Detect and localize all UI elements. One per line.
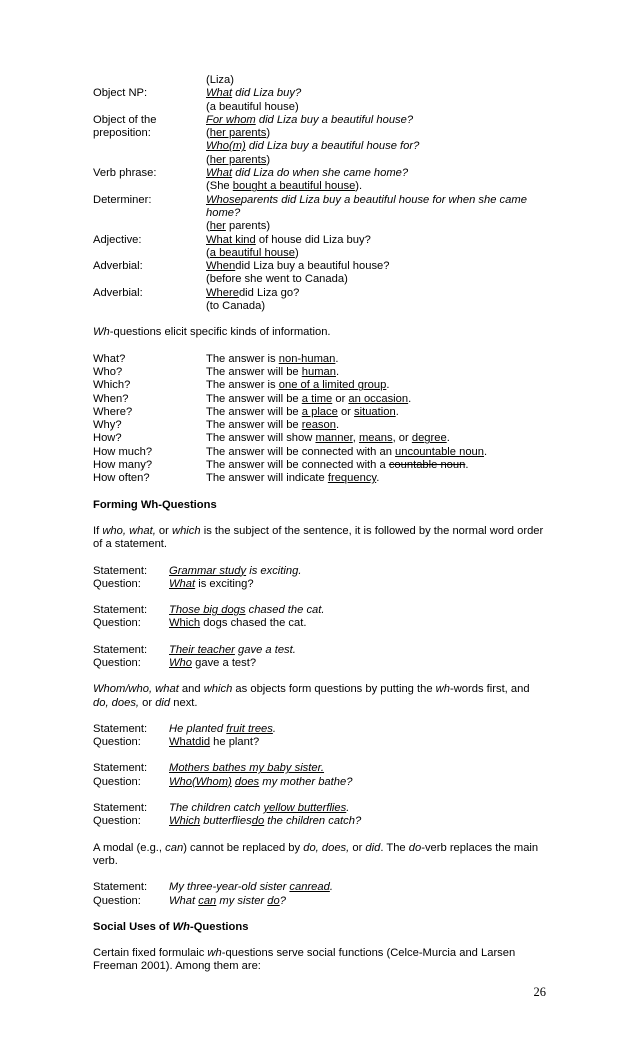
example-pair: Statement: Grammar study is exciting. Question: What is exciting? <box>93 564 302 590</box>
grammar-label: Adverbial: <box>93 260 143 273</box>
example-pair: Statement: My three-year-old sister canread. Question: What can my sister do? <box>93 881 333 907</box>
grammar-label: preposition: <box>93 127 151 140</box>
table-row: Which? The answer is one of a limited group. <box>93 379 390 392</box>
page-number: 26 <box>533 985 546 999</box>
grammar-label: Determiner: <box>93 193 152 206</box>
example-pair: Statement: Those big dogs chased the cat. Question: Which dogs chased the cat. <box>93 604 325 630</box>
example-answer: (before she went to Canada) <box>206 273 348 286</box>
grammar-label: Adjective: <box>93 233 142 246</box>
paragraph: Whom/who, what and which as objects form questions by putting the wh-words first, and do, does, or did next. <box>93 683 530 709</box>
grammar-label: Object NP: <box>93 87 148 100</box>
paragraph: A modal (e.g., can) cannot be replaced by do, does, or did. The do-verb replaces the main verb. <box>93 841 539 867</box>
table-row: How many? The answer will be connected with a countable noun. <box>93 459 469 472</box>
section-heading: Social Uses of Wh-Questions <box>93 920 249 933</box>
table-row: What? The answer is non-human. <box>93 352 339 365</box>
table-row: Why? The answer will be reason. <box>93 419 340 432</box>
example-pair: Statement: The children catch yellow butterflies. Question: Which butterfliesdo the children catch? <box>93 802 362 828</box>
wh-intro: Wh-questions elicit specific kinds of information. <box>93 326 331 339</box>
table-row: When? The answer will be a time or an occasion. <box>93 392 412 405</box>
example-pair: Statement: He planted fruit trees. Question: Whatdid he plant? <box>93 722 276 749</box>
example-answer: (to Canada) <box>206 300 266 313</box>
grammar-examples: (Liza) Object NP: What did Liza buy? (a beautiful house) Object of the For whom did Liza buy a beautiful house? preposition: (her parents) Who(m) did Liza buy a beautiful house for? (her parents) Verb phrase: What did Liza do when she came home? (She bought a beautiful house). Determiner: Whoseparents did Liza buy a beautiful house for when she came home? (her parents) Adjective: What kind of house did Liza buy? (a beautiful house) Adverbial: Whendid Liza buy a beautiful house? (before she went to Canada) Adverbial: Wheredid Liza go? (to Canada) <box>93 74 548 313</box>
example-pair: Statement: Their teacher gave a test. Question: Who gave a test? <box>93 643 296 669</box>
paragraph: Certain fixed formulaic wh-questions serve social functions (Celce-Murcia and Larsen Freeman 2001). Among them are: <box>93 947 516 973</box>
wh-word: What <box>206 87 233 100</box>
paragraph: If who, what, or which is the subject of the sentence, it is followed by the normal word order of a statement. <box>93 524 544 551</box>
table-row: How much? The answer will be connected with an uncountable noun. <box>93 445 488 458</box>
example-pair: Statement: Mothers bathes my baby sister. Question: Who(Whom) does my mother bathe? <box>93 762 353 788</box>
grammar-label: Verb phrase: <box>93 167 157 180</box>
grammar-label: Adverbial: <box>93 286 143 299</box>
wh-table <box>93 353 548 486</box>
table-row: Who? The answer will be human. <box>93 365 340 378</box>
grammar-label: Object of the <box>93 113 157 126</box>
table-row: How? The answer will show manner, means, or degree. <box>93 432 450 445</box>
section-heading: Forming Wh-Questions <box>93 498 217 511</box>
document-page <box>93 74 548 974</box>
example-line: (Liza) <box>206 74 234 86</box>
table-row: How often? The answer will indicate frequency. <box>93 472 380 485</box>
table-row: Where? The answer will be a place or situation. <box>93 405 399 418</box>
example-answer: (a beautiful house) <box>206 100 299 113</box>
